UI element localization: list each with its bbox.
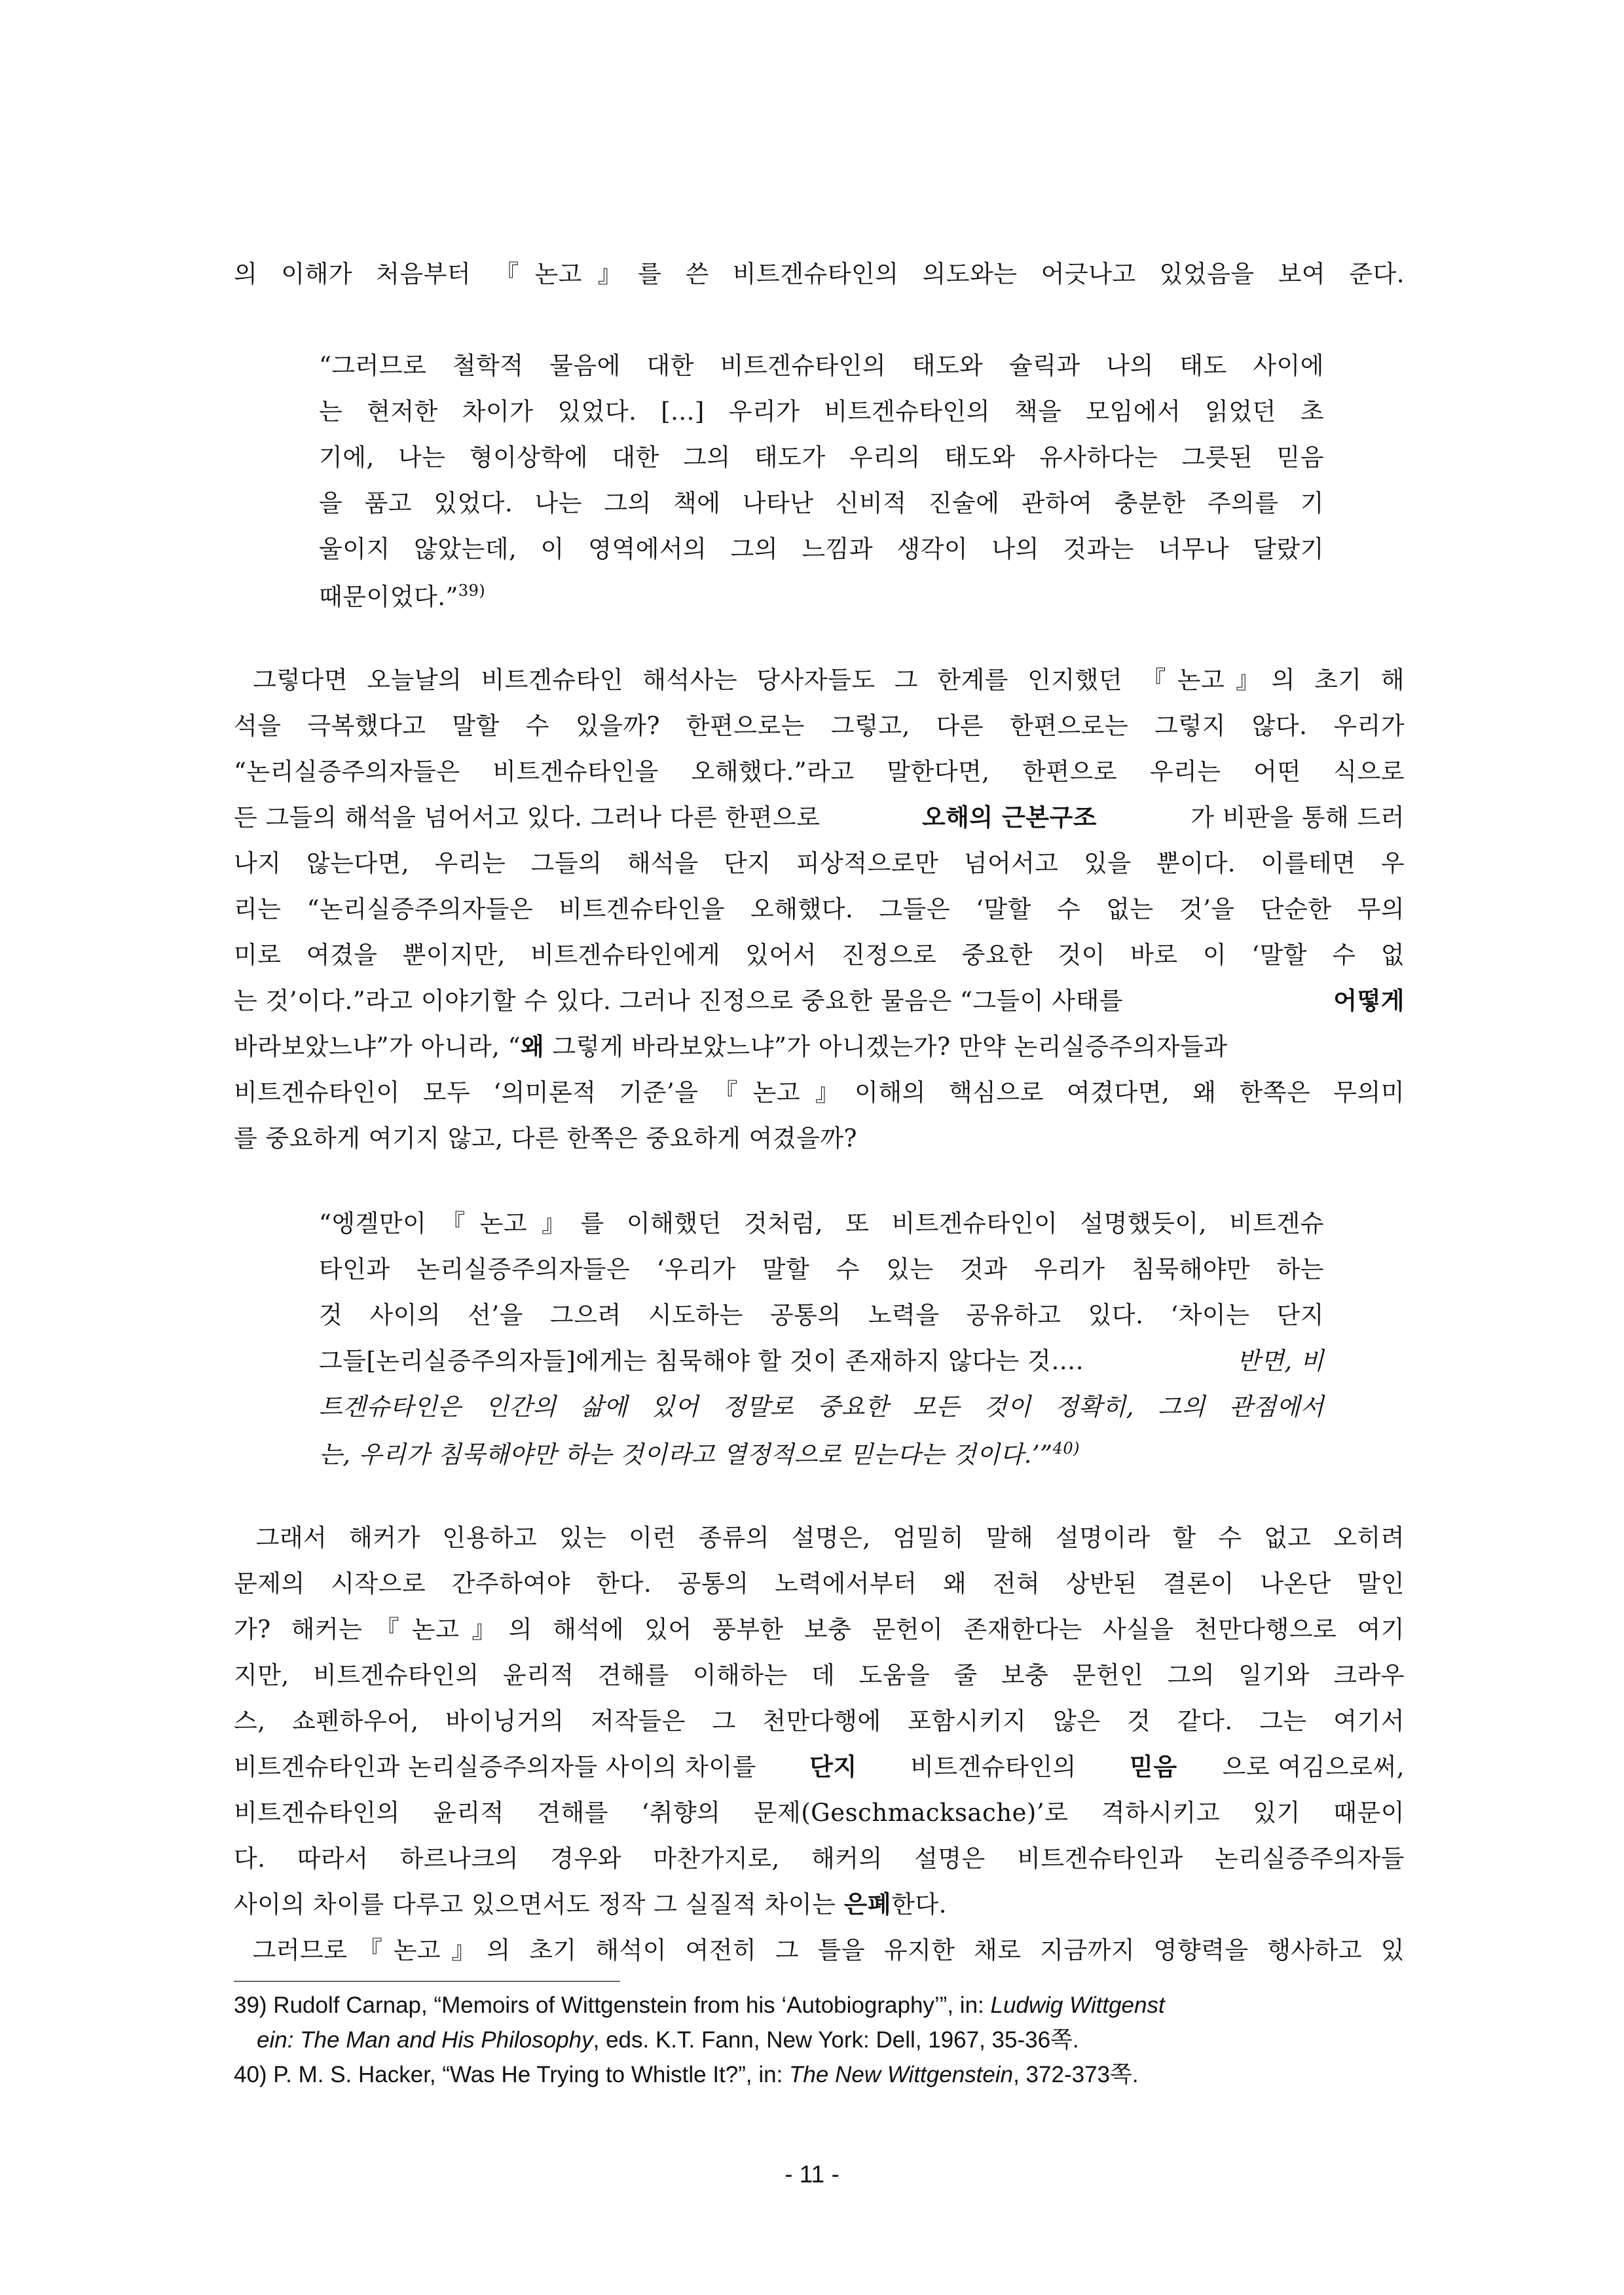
text-line: “논리실증주의자들은 비트겐슈타인을 오해했다.”라고 말한다면, 한편으로 우리는 어떤 식으로: [234, 758, 1405, 786]
text-segment: 으로 여김으로써,: [1222, 1753, 1405, 1781]
footnote-text: 40) P. M. S. Hacker, “Was He Trying to Whistle It?”, in:: [234, 2062, 790, 2087]
text-line: 비트겐슈타인이 모두 ‘의미론적 기준’을『논고』이해의 핵심으로 여겼다면, 왜 한쪽은 무의미: [234, 1078, 1405, 1107]
footnote-text: 39) Rudolf Carnap, “Memoirs of Wittgenstein from his ‘Autobiography’”, in:: [234, 1992, 991, 2018]
footnote-ref-39[interactable]: 39): [458, 581, 486, 600]
text-line: [234, 1892, 1405, 1917]
footnote-title: Ludwig Wittgenst: [990, 1992, 1165, 2018]
text-line: 문제의 시작으로 간주하여야 한다. 공통의 노력에서부터 왜 전혀 상반된 결론이 나온단 말인: [234, 1570, 1405, 1598]
text-segment: 한다.: [891, 1890, 947, 1919]
text-line: 를 중요하게 여기지 않고, 다른 한쪽은 중요하게 여겼을까?: [234, 1124, 857, 1152]
text-segment: 그렇게 바라보았느냐”가 아니겠는가? 만약 논리실증주의자들과: [544, 1033, 1228, 1061]
text-segment: 바라보았느냐”가 아니라, “: [234, 1033, 521, 1061]
quote-line: [319, 583, 1324, 609]
text-line: 그렇다면 오늘날의 비트겐슈타인 해석사는 당사자들도 그 한계를 인지했던 『논고』의 초기 해: [234, 666, 1405, 694]
text-line: 나지 않는다면, 우리는 그들의 해석을 단지 피상적으로만 넘어서고 있을 뿐이다. 이를테면 우: [234, 849, 1405, 877]
quote-line: 기에, 나는 형이상학에 대한 그의 태도가 우리의 태도와 유사하다는 그릇된 믿음: [319, 443, 1324, 471]
quote-line: “엥겔만이『논고』를 이해했던 것처럼, 또 비트겐슈타인이 설명했듯이, 비트겐슈: [319, 1209, 1324, 1238]
text-segment: 비트겐슈타인과 논리실증주의자들 사이의 차이를: [234, 1753, 765, 1781]
quote-line: 타인과 논리실증주의자들은 ‘우리가 말할 수 있는 것과 우리가 침묵해야만 하는: [319, 1255, 1324, 1283]
emphasis-text: 믿음: [1130, 1752, 1177, 1781]
footnote-40: [234, 2063, 1139, 2086]
text-line: 가? 해커는『논고』의 해석에 있어 풍부한 보충 문헌이 존재한다는 사실을 천만다행으로 여기: [234, 1615, 1405, 1643]
quote-text: 때문이었다.”: [319, 583, 458, 611]
text-line: [234, 1032, 1405, 1061]
quote-line: [319, 1441, 1324, 1467]
footnote-text: , 372-373쪽.: [1013, 2062, 1139, 2087]
emphasis-text: 어떻게: [1333, 986, 1405, 1015]
page-number: - 11 -: [784, 2161, 840, 2188]
text-line: 다. 따라서 하르나크의 경우와 마찬가지로, 해커의 설명은 비트겐슈타인과 논리실증주의자들: [234, 1845, 1405, 1873]
quote-line: 것 사이의 선’을 그으려 시도하는 공통의 노력을 공유하고 있다. ‘차이는 단지: [319, 1301, 1324, 1329]
text-line: 석을 극복했다고 말할 수 있을까? 한편으로는 그렇고, 다른 한편으로는 그렇지 않다. 우리가: [234, 712, 1405, 740]
quote-line: [319, 1349, 1324, 1373]
emphasis-text: 오해의 근본구조: [921, 803, 1098, 832]
italic-text: 반면, 비: [1236, 1347, 1324, 1375]
quote-line: 울이지 않았는데, 이 영역에서의 그의 느낌과 생각이 나의 것과는 너무나 달랐기: [319, 535, 1324, 563]
quote-line: 을 품고 있었다. 나는 그의 책에 나타난 신비적 진술에 관하여 충분한 주의를 기: [319, 489, 1324, 517]
emphasis-text: 왜: [521, 1032, 545, 1061]
footnote-text: , eds. K.T. Fann, New York: Dell, 1967, 35-36쪽.: [593, 2027, 1079, 2053]
text-line: 지만, 비트겐슈타인의 윤리적 견해를 이해하는 데 도움을 줄 보충 문헌인 그의 일기와 크라우: [234, 1661, 1405, 1689]
text-segment: 는 것’이다.”라고 이야기할 수 있다. 그러나 진정으로 중요한 물음은 “그들이 사태를: [234, 987, 1132, 1015]
text-segment: 가 비판을 통해 드러: [1190, 803, 1405, 832]
emphasis-text: 단지: [809, 1752, 857, 1781]
emphasis-text: 은폐: [843, 1890, 892, 1919]
text-line: 리는 “논리실증주의자들은 비트겐슈타인을 오해했다. 그들은 ‘말할 수 없는 것’을 단순한 무의: [234, 895, 1405, 923]
text-segment: 사이의 차이를 다루고 있으면서도 정작 그 실질적 차이는: [234, 1890, 844, 1919]
footnote-title: ein: The Man and His Philosophy: [257, 2027, 593, 2053]
footnote-ref-40[interactable]: 40): [1052, 1439, 1080, 1458]
text-line: 그래서 해커가 인용하고 있는 이런 종류의 설명은, 엄밀히 말해 설명이라 할 수 없고 오히려: [234, 1524, 1405, 1552]
quote-line: 는 현저한 차이가 있었다. [...] 우리가 비트겐슈타인의 책을 모임에서 읽었던 초: [319, 397, 1324, 426]
text-line: [234, 1752, 1405, 1781]
text-segment: 든 그들의 해석을 넘어서고 있다. 그러나 다른 한편으로: [234, 803, 828, 832]
footnote-title: The New Wittgenstein: [789, 2062, 1014, 2087]
paragraph-intro: 의 이해가 처음부터 『논고』를 쓴 비트겐슈타인의 의도와는 어긋나고 있었음을 보여 준다.: [234, 260, 1405, 288]
footnote-separator: [234, 1981, 620, 1982]
quote-line: 트겐슈타인은 인간의 삶에 있어 정말로 중요한 모든 것이 정확히, 그의 관점에서: [319, 1393, 1324, 1421]
text-line: 비트겐슈타인의 윤리적 견해를 ‘취향의 문제(Geschmacksache)’로 격하시키고 있기 때문이: [234, 1799, 1405, 1827]
text-line: 스, 쇼펜하우어, 바이닝거의 저작들은 그 천만다행에 포함시키지 않은 것 같다. 그는 여기서: [234, 1707, 1405, 1735]
paragraph-continuation: 그러므로『논고』의 초기 해석이 여전히 그 틀을 유지한 채로 지금까지 영향력을 행사하고 있: [234, 1936, 1405, 1964]
text-segment: 비트겐슈타인의: [902, 1753, 1085, 1781]
italic-text: 는, 우리가 침묵해야만 하는 것이라고 열정적으로 믿는다는 것이다.’”: [319, 1441, 1053, 1469]
footnote-39-continued: [257, 2029, 1079, 2051]
footnote-39: [234, 1994, 1165, 2017]
quote-text: 그들[논리실증주의자들]에게는 침묵해야 할 것이 존재하지 않다는 것….: [319, 1347, 1092, 1375]
text-line: [234, 986, 1405, 1015]
text-line: [234, 805, 1405, 830]
quote-line: “그러므로 철학적 물음에 대한 비트겐슈타인의 태도와 슐릭과 나의 태도 사이에: [319, 352, 1324, 380]
text-line: 미로 여겼을 뿐이지만, 비트겐슈타인에게 있어서 진정으로 중요한 것이 바로 이 ‘말할 수 없: [234, 941, 1405, 969]
